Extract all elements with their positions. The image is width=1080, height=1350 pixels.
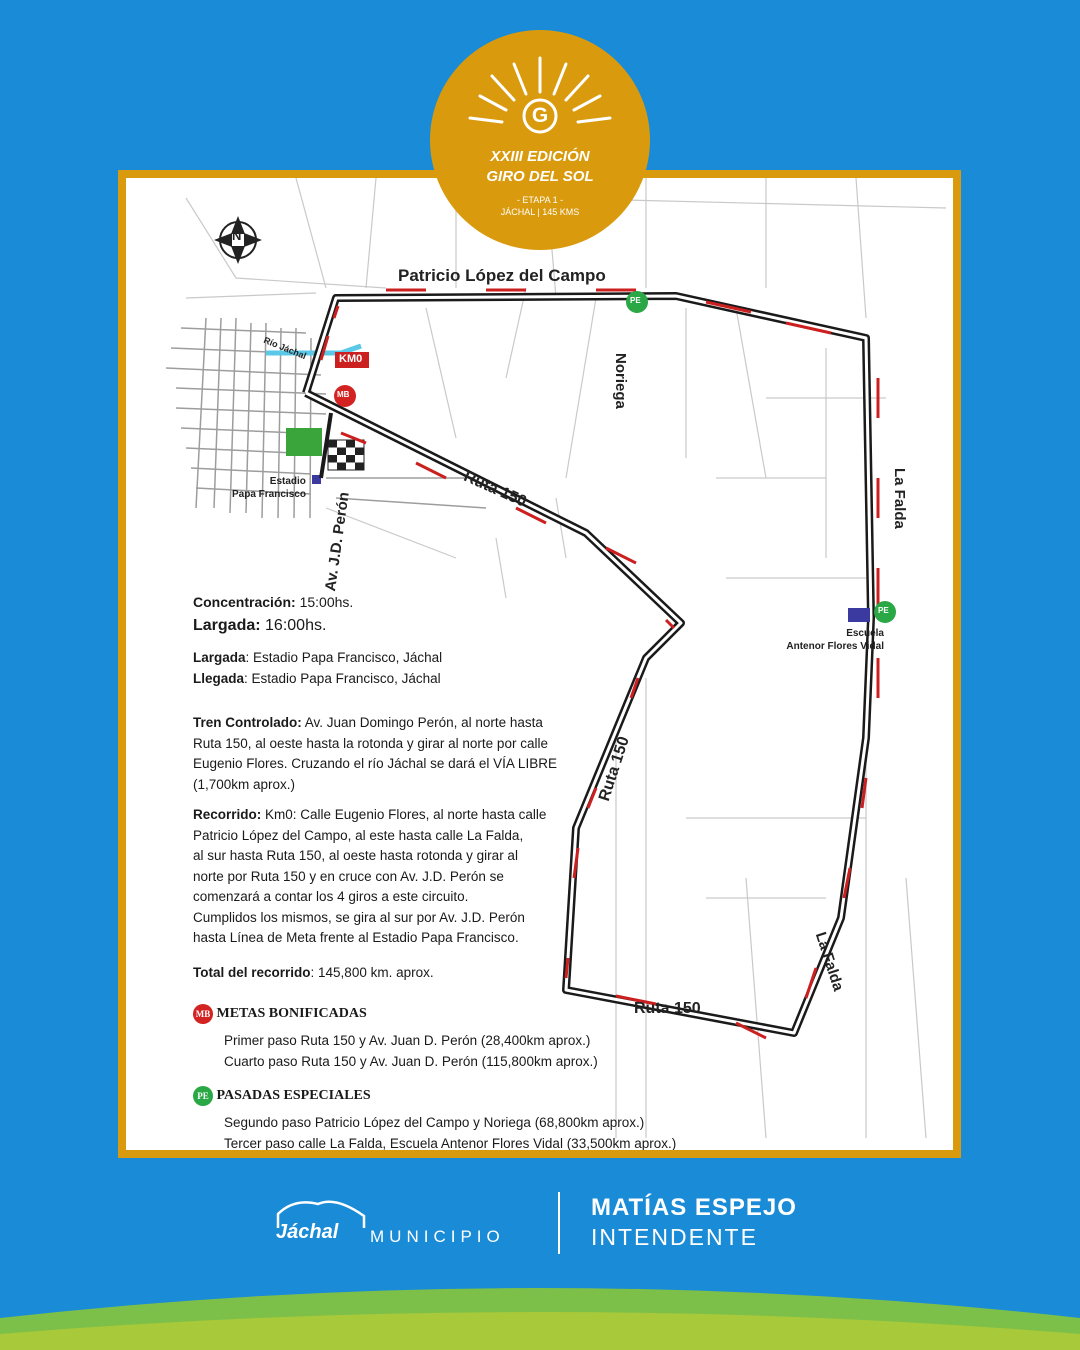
label-av-peron: Av. J.D. Perón: [322, 490, 353, 593]
label-pe-marker-1: PE: [630, 296, 641, 305]
total-recorrido: Total del recorrido: 145,800 km. aprox.: [193, 965, 434, 980]
label-km0: KM0: [339, 353, 363, 365]
route-map: [126, 178, 953, 1150]
concentracion-line: Concentración: 15:00hs.: [193, 594, 354, 610]
label-patricio-lopez: Patricio López del Campo: [398, 266, 606, 285]
north-label: N: [232, 228, 242, 243]
badge-edition: XXIII EDICIÓN: [490, 148, 590, 165]
label-rio-jachal: Río Jáchal: [262, 335, 308, 362]
sun-logo-icon: [430, 30, 650, 250]
label-ruta150-2: Ruta 150: [596, 734, 633, 804]
finish-flag-icon: [328, 440, 364, 470]
label-estadio: Estadio Papa Francisco: [232, 476, 306, 500]
badge-name: GIRO DEL SOL: [486, 168, 594, 185]
badge-stage: - ETAPA 1 -: [516, 195, 564, 205]
metas-bonificadas-title: MB METAS BONIFICADAS: [193, 1004, 367, 1025]
label-pe-marker-2: PE: [878, 606, 889, 615]
stadium-park: [286, 428, 322, 456]
mb-legend-icon: MB: [193, 1004, 213, 1024]
tren-controlado: Tren Controlado: Av. Juan Domingo Perón, al norte hasta Ruta 150, al oeste hasta la rotonda y girar al norte por calle Eugenio Flores. Cruzando el río Jáchal se dará el VÍA LIBRE (1,700km aprox.): [193, 715, 557, 792]
label-la-falda-2: La Falda: [811, 930, 847, 994]
label-escuela: Escuela Antenor Flores Vidal: [786, 628, 884, 652]
event-badge: [430, 30, 650, 250]
largada-time-line: Largada: 16:00hs.: [193, 617, 327, 634]
footer-name: MATÍAS ESPEJO: [591, 1194, 797, 1221]
footer-role: INTENDENTE: [591, 1224, 758, 1250]
largada-line: Largada: Estadio Papa Francisco, Jáchal: [193, 650, 443, 665]
recorrido: Recorrido: Km0: Calle Eugenio Flores, al norte hasta calle Patricio López del Campo, al este hasta calle La Falda, al sur hasta Ruta 150, al oeste hasta rotonda y girar al norte por Ruta 150 y en cruce con Av. J.D. Perón se comenzará a contar los 4 giros a este circuito. Cumplidos los mismos, se gira al sur por Av. J.D. Perón hasta Línea de Meta frente al Estadio Papa Francisco.: [193, 807, 547, 945]
label-noriega: Noriega: [612, 353, 629, 409]
jachal-logo-word: Jáchal: [276, 1221, 339, 1243]
badge-logo-letter: G: [531, 104, 549, 127]
label-ruta150-1: Ruta 150: [461, 468, 529, 511]
label-la-falda-1: La Falda: [891, 468, 908, 529]
metas-bonificadas-list: Primer paso Ruta 150 y Av. Juan D. Perón (28,400km aprox.) Cuarto paso Ruta 150 y Av. Juan D. Perón (115,800km aprox.): [224, 1033, 598, 1069]
pasadas-especiales-title: PE PASADAS ESPECIALES: [193, 1086, 371, 1107]
school-marker: [848, 608, 870, 622]
label-mb-marker: MB: [337, 390, 350, 399]
footer-municipio: MUNICIPIO: [370, 1227, 505, 1246]
map-frame: [118, 170, 961, 1158]
pasadas-especiales-list: Segundo paso Patricio López del Campo y Noriega (68,800km aprox.) Tercer paso calle La Falda, Escuela Antenor Flores Vidal (33,500km aprox.): [224, 1115, 677, 1150]
label-ruta150-3: Ruta 150: [634, 1000, 701, 1017]
llegada-line: Llegada: Estadio Papa Francisco, Jáchal: [193, 671, 441, 686]
badge-place: JÁCHAL | 145 KMS: [500, 207, 580, 217]
footer-divider: [558, 1192, 560, 1254]
pe-legend-icon: PE: [193, 1086, 213, 1106]
